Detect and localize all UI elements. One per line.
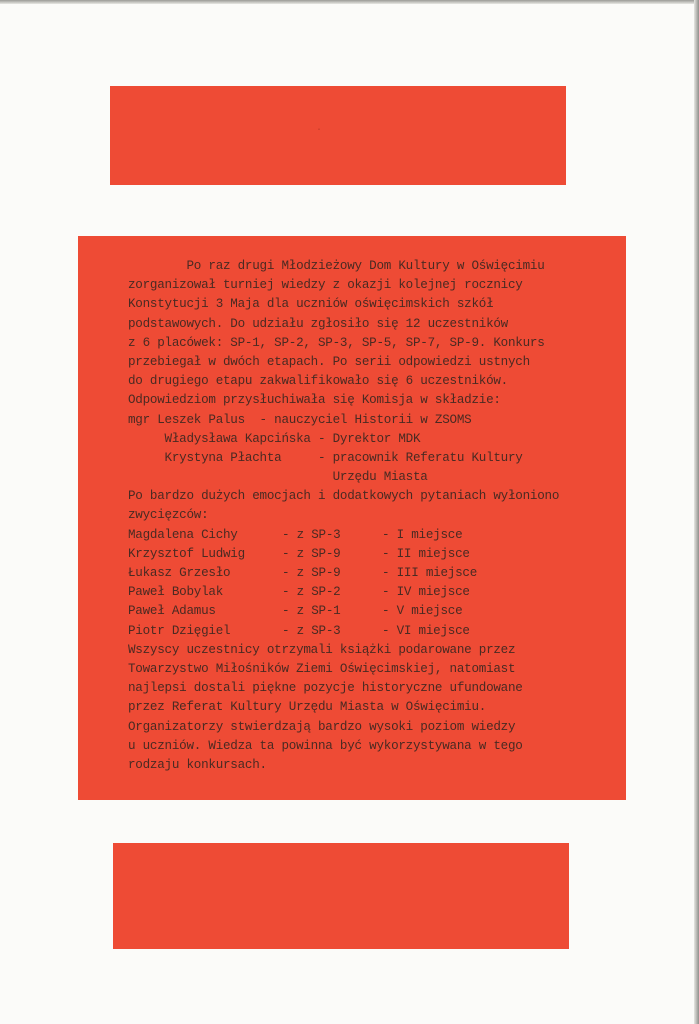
winner-school: - z SP-1	[282, 604, 341, 619]
winner-name: Paweł Bobylak	[128, 585, 223, 600]
winner-place: - V miejsce	[382, 604, 463, 619]
text-line: przebiegał w dwóch etapach. Po serii odpowiedzi ustnych	[128, 354, 530, 369]
winner-row	[128, 602, 626, 621]
winner-row	[128, 545, 626, 564]
commission-line: mgr Leszek Palus - nauczyciel Historii w ZSOMS	[128, 412, 472, 427]
winner-row	[128, 526, 626, 545]
red-block-bottom	[113, 843, 569, 949]
text-line: przez Referat Kultury Urzędu Miasta w Oświęcimiu.	[128, 700, 487, 715]
text-line: Konstytucji 3 Maja dla uczniów oświęcimskich szkół	[128, 297, 494, 312]
text-line: z 6 placówek: SP-1, SP-2, SP-3, SP-5, SP-7, SP-9. Konkurs	[128, 335, 545, 350]
text-line: Wszyscy uczestnicy otrzymali książki podarowane przez	[128, 642, 516, 657]
winner-name: Łukasz Grzesło	[128, 566, 231, 580]
winner-place: - IV miejsce	[382, 585, 470, 600]
winner-name: Krzysztof Ludwig	[128, 546, 245, 561]
commission-line: Urzędu Miasta	[128, 470, 428, 485]
text-line: zwycięzców:	[128, 508, 209, 523]
winner-place: - III miejsce	[382, 566, 477, 580]
commission-line: Władysława Kapcińska - Dyrektor MDK	[128, 431, 421, 446]
text-line: Po raz drugi Młodzieżowy Dom Kultury w Oświęcimiu	[128, 259, 545, 273]
winner-school: - z SP-9	[282, 546, 341, 561]
winner-school: - z SP-9	[282, 566, 341, 580]
notice-intro	[128, 257, 626, 526]
text-line: rodzaju konkursach.	[128, 757, 267, 772]
notice-panel	[78, 236, 626, 800]
winner-place: - II miejsce	[382, 546, 470, 561]
text-line: podstawowych. Do udziału zgłosiło się 12 uczestników	[128, 316, 508, 331]
red-block-top	[110, 86, 566, 185]
text-line: Organizatorzy stwierdzają bardzo wysoki poziom wiedzy	[128, 719, 516, 734]
winner-row	[128, 564, 626, 583]
text-line: Towarzystwo Miłośników Ziemi Oświęcimskiej, natomiast	[128, 661, 516, 676]
winners-list	[128, 526, 626, 641]
winner-row	[128, 622, 626, 641]
winner-row	[128, 583, 626, 602]
winner-school: - z SP-3	[282, 623, 341, 638]
text-line: Po bardzo dużych emocjach i dodatkowych pytaniach wyłoniono	[128, 489, 560, 504]
winner-school: - z SP-3	[282, 527, 341, 542]
text-line: Odpowiedziom przysłuchiwała się Komisja w składzie:	[128, 393, 501, 408]
commission-line: Krystyna Płachta - pracownik Referatu Kultury	[128, 450, 523, 465]
text-line: do drugiego etapu zakwalifikowało się 6 uczestników.	[128, 374, 508, 389]
scan-edge-top	[0, 0, 699, 4]
winner-place: - I miejsce	[382, 527, 463, 542]
text-line: u uczniów. Wiedza ta powinna być wykorzystywana w tego	[128, 738, 523, 753]
winner-name: Paweł Adamus	[128, 604, 216, 619]
notice-closing	[128, 641, 626, 775]
text-line: zorganizował turniej wiedzy z okazji kolejnej rocznicy	[128, 278, 523, 293]
scan-edge-right	[694, 0, 699, 1024]
ink-mark: ·	[316, 125, 323, 136]
winner-place: - VI miejsce	[382, 623, 470, 638]
winner-name: Magdalena Cichy	[128, 527, 238, 542]
winner-name: Piotr Dzięgiel	[128, 623, 231, 638]
text-line: najlepsi dostali piękne pozycje historyczne ufundowane	[128, 681, 523, 696]
winner-school: - z SP-2	[282, 585, 341, 600]
